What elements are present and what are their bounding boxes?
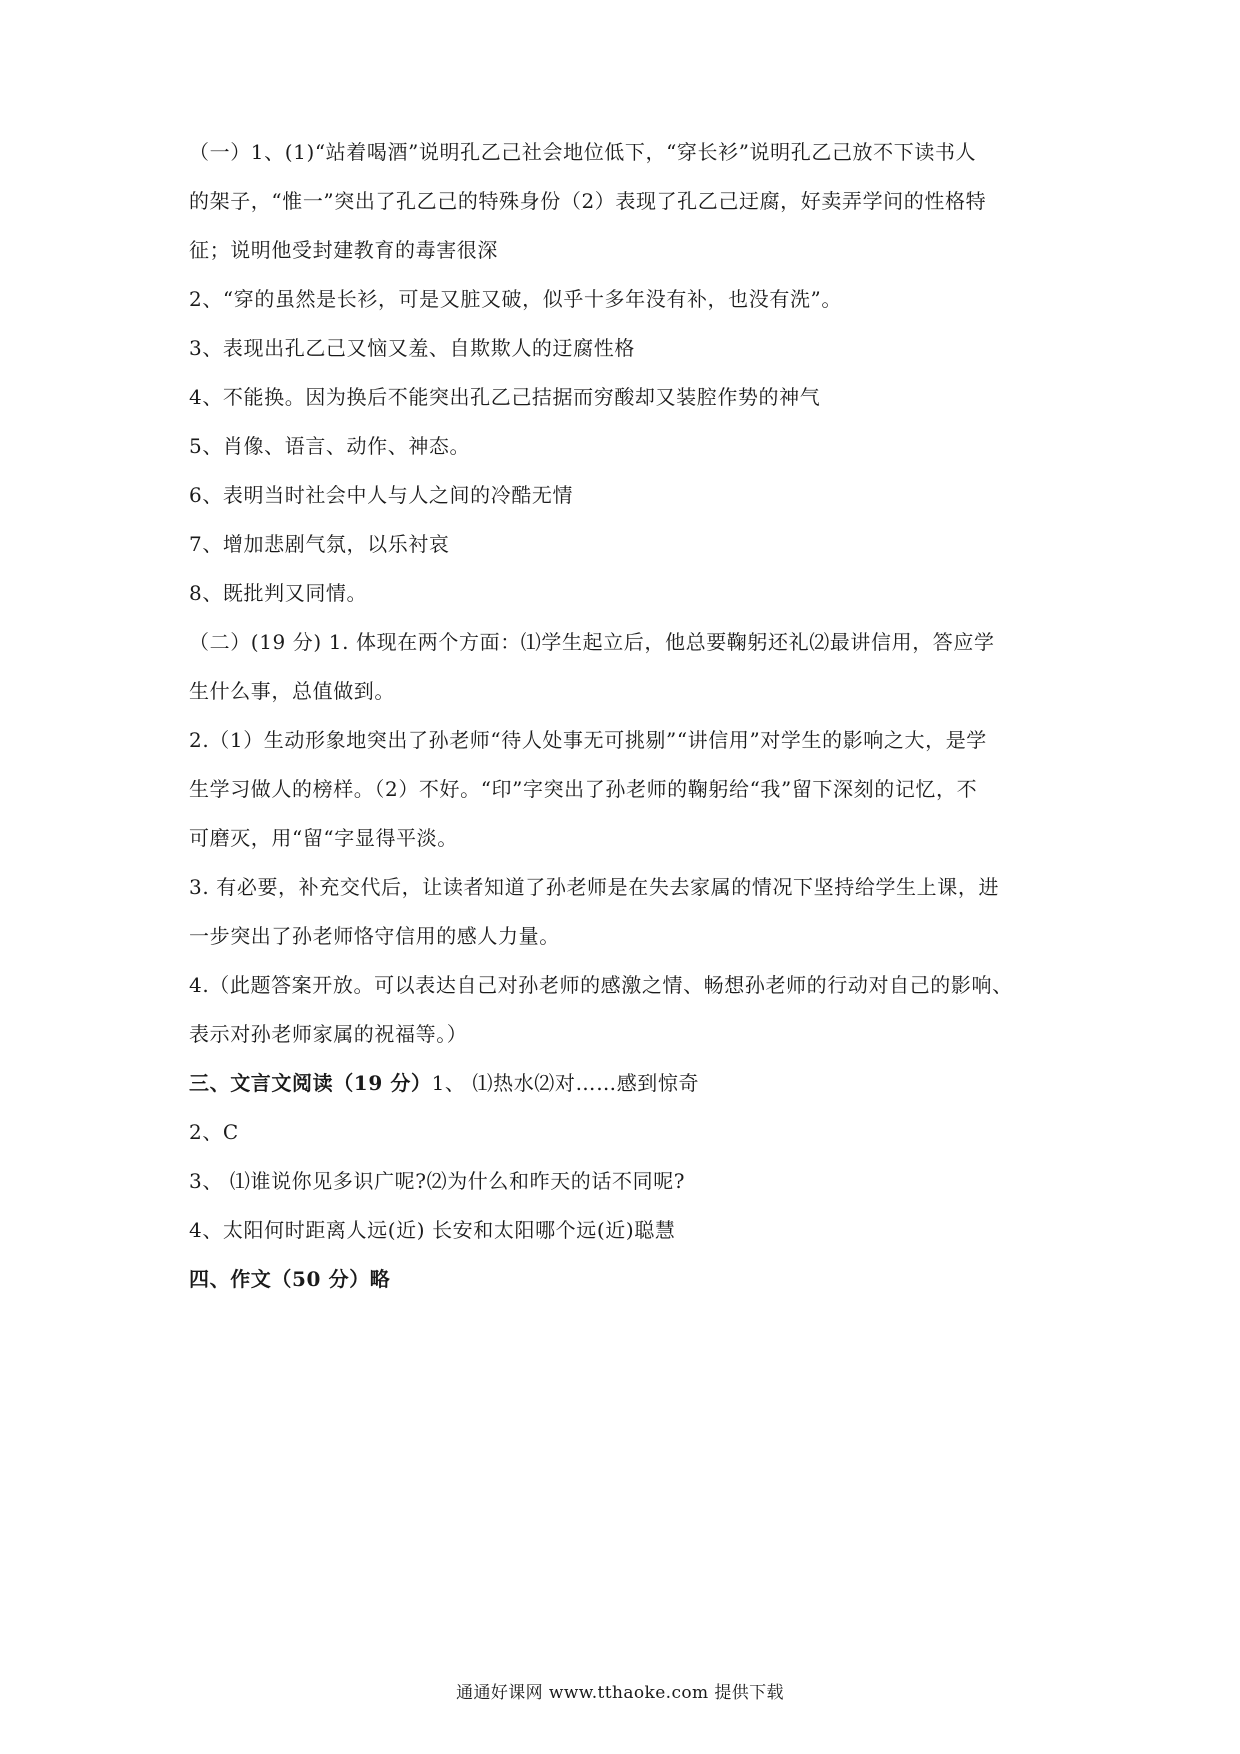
answer-line-16: 3. 有必要，补充交代后，让读者知道了孙老师是在失去家属的情况下坚持给学生上课，进 — [189, 875, 1000, 899]
answer-line-7: 5、肖像、语言、动作、神态。 — [189, 434, 471, 458]
section-title: 四、作文（50 分）略 — [189, 1267, 391, 1291]
answer-line-12: 生什么事，总值做到。 — [189, 679, 395, 703]
answer-line-8: 6、表明当时社会中人与人之间的冷酷无情 — [189, 483, 574, 507]
answer-line-9: 7、增加悲剧气氛，以乐衬哀 — [189, 532, 450, 556]
answer-line-13: 2.（1）生动形象地突出了孙老师“待人处事无可挑剔”“讲信用”对学生的影响之大，是学 — [189, 728, 987, 752]
answer-line-19: 表示对孙老师家属的祝福等。） — [189, 1022, 468, 1046]
answer-line-22: 3、 ⑴谁说你见多识广呢?⑵为什么和昨天的话不同呢? — [189, 1169, 686, 1193]
answer-line-15: 可磨灭，用“留“字显得平淡。 — [189, 826, 458, 850]
answer-line-14: 生学习做人的榜样。（2）不好。“印”字突出了孙老师的鞠躬给“我”留下深刻的记忆，不 — [189, 777, 978, 801]
answer-line-17: 一步突出了孙老师恪守信用的感人力量。 — [189, 924, 560, 948]
answer-line-3: 征；说明他受封建教育的毒害很深 — [189, 238, 498, 262]
section-heading-composition — [189, 1255, 1069, 1304]
answer-line-18: 4.（此题答案开放。可以表达自己对孙老师的感激之情、畅想孙老师的行动对自己的影响、 — [189, 973, 1013, 997]
section-heading-classical-chinese: 三、文言文阅读（19 分）1、 ⑴热水⑵对……感到惊奇 — [189, 1071, 700, 1095]
answer-line-5: 3、表现出孔乙己又恼又羞、自欺欺人的迂腐性格 — [189, 336, 635, 360]
answer-line-1: （一）1、(1)“站着喝酒”说明孔乙己社会地位低下，“穿长衫”说明孔乙己放不下读书人 — [189, 140, 977, 164]
answer-line-6: 4、不能换。因为换后不能突出孔乙己拮据而穷酸却又装腔作势的神气 — [189, 385, 821, 409]
section-title: 三、文言文阅读（19 分） — [189, 1071, 432, 1095]
answer-line-21: 2、C — [189, 1120, 239, 1144]
answer-line-4: 2、“穿的虽然是长衫，可是又脏又破，似乎十多年没有补，也没有洗”。 — [189, 287, 842, 311]
answer-line-10: 8、既批判又同情。 — [189, 581, 368, 605]
footer-text: 通通好课网 www.tthaoke.com 提供下载 — [456, 1683, 784, 1703]
answer-key-body — [189, 128, 1069, 1304]
answer-line-23: 4、太阳何时距离人远(近) 长安和太阳哪个远(近)聪慧 — [189, 1218, 676, 1242]
answer-line-2: 的架子，“惟一”突出了孔乙己的特殊身份（2）表现了孔乙己迂腐，好卖弄学问的性格特 — [189, 189, 987, 213]
answer-line-11: （二）(19 分) 1. 体现在两个方面：⑴学生起立后，他总要鞠躬还礼⑵最讲信用，答应学 — [189, 630, 995, 654]
page-footer — [0, 1681, 1240, 1705]
